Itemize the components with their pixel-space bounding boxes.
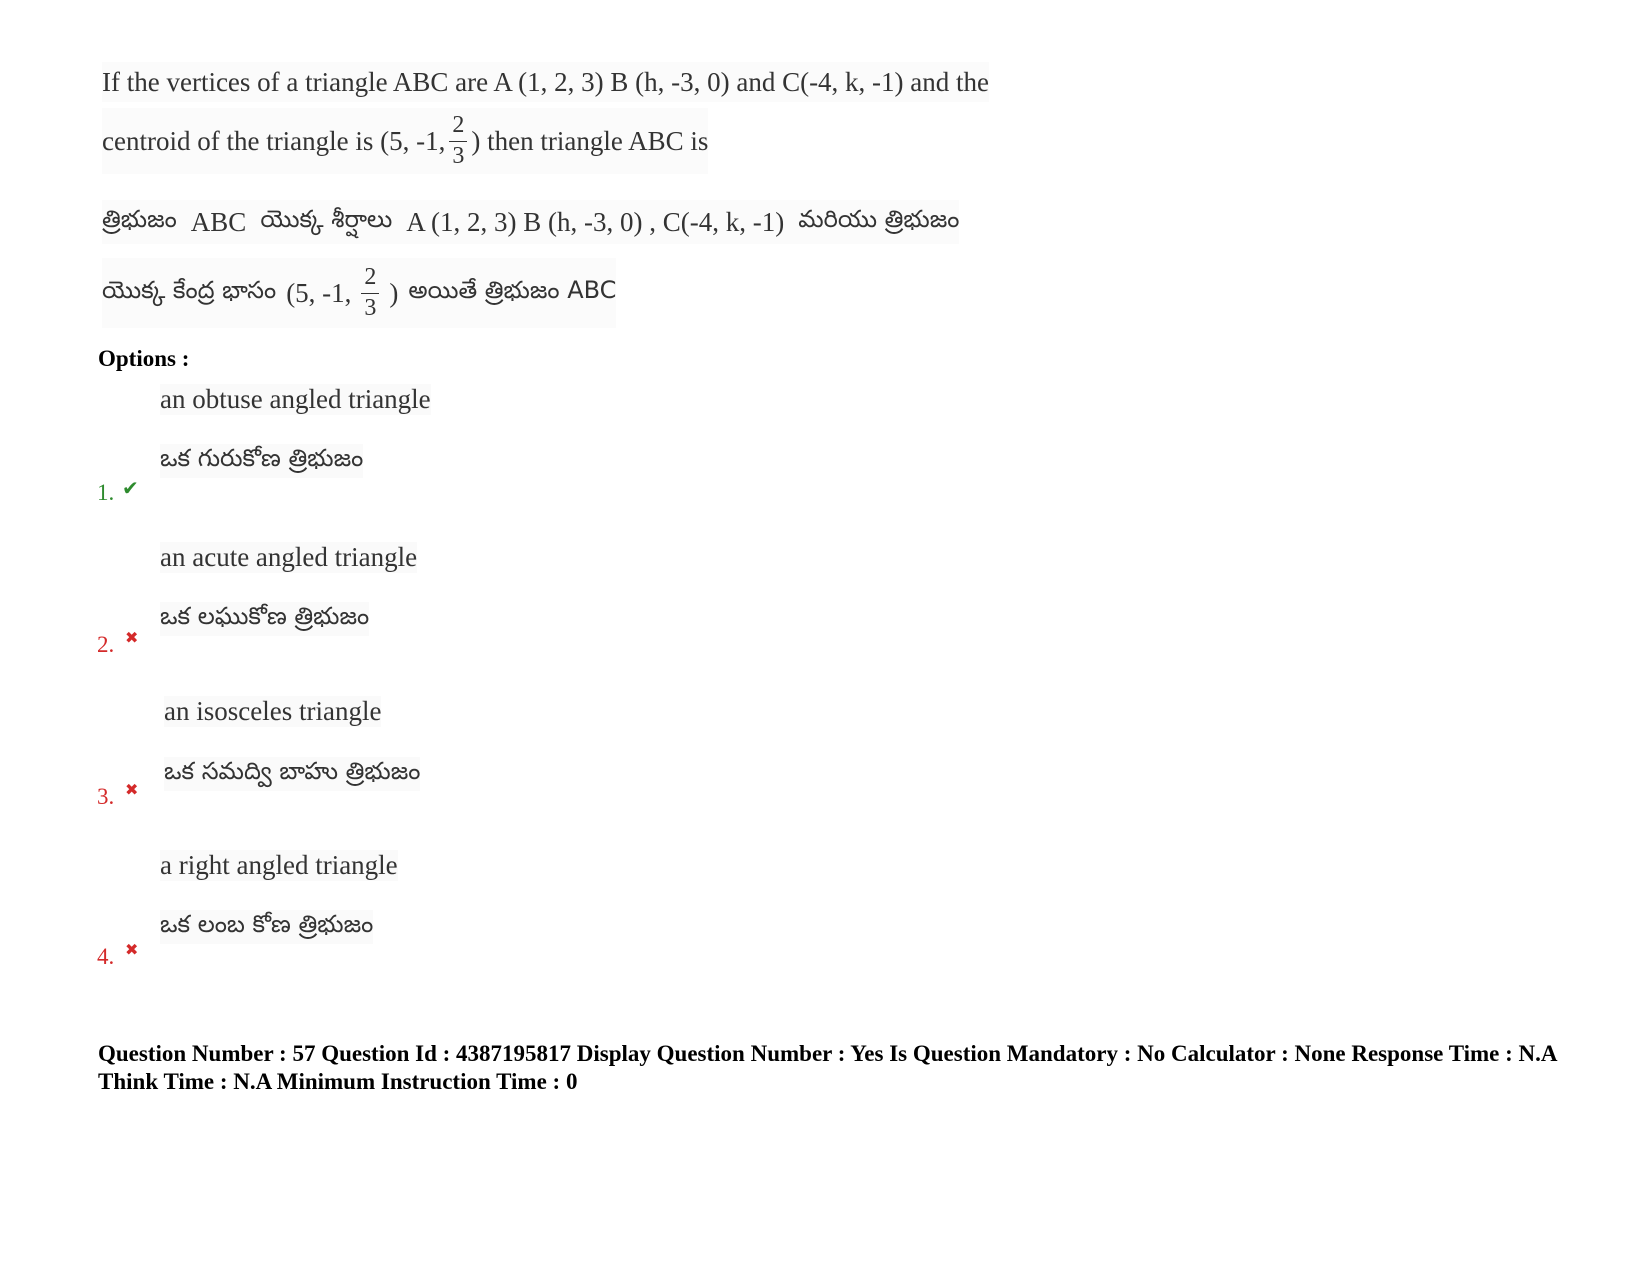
option-number: 3. <box>97 784 115 809</box>
question-text: ABC <box>190 206 247 237</box>
telugu-text: అయితే త్రిభుజం ABC <box>408 276 617 304</box>
options-heading: Options : <box>98 346 190 371</box>
option-number: 4. <box>97 944 115 969</box>
check-icon: ✔ <box>122 476 139 500</box>
fraction-denominator: 3 <box>364 294 377 321</box>
fraction-denominator: 3 <box>452 142 465 169</box>
option-text-te: ఒక గురుకోణ త్రిభుజం <box>160 444 363 478</box>
fraction <box>361 265 379 320</box>
question-te-line-2 <box>102 258 616 328</box>
fraction <box>449 113 467 168</box>
question-te-line-1 <box>102 200 959 244</box>
question-en-line-1 <box>102 62 989 102</box>
fraction-bar <box>361 293 379 294</box>
question-text: ) <box>389 277 399 308</box>
option-number: 1. <box>97 480 115 505</box>
option-text-en: a right angled triangle <box>160 850 398 880</box>
question-text: centroid of the triangle is (5, -1, <box>102 125 446 156</box>
option-text-te: ఒక సమద్వి బాహు త్రిభుజం <box>164 757 420 791</box>
option-text-en: an obtuse angled triangle <box>160 384 431 414</box>
option-text-te: ఒక లఘుకోణ త్రిభుజం <box>160 602 369 636</box>
question-en-line-2 <box>102 108 708 174</box>
telugu-text: యొక్క కేంద్ర భాసం <box>102 276 277 304</box>
telugu-text: మరియు త్రిభుజం <box>798 205 960 233</box>
question-text: If the vertices of a triangle ABC are A (1, 2, 3) B (h, -3, 0) and C(-4, k, -1) and the <box>102 66 990 97</box>
telugu-text: త్రిభుజం <box>102 205 177 233</box>
question-text: ) then triangle ABC is <box>471 125 709 156</box>
fraction-numerator: 2 <box>364 264 377 291</box>
fraction-bar <box>449 141 467 142</box>
option-number: 2. <box>97 632 115 657</box>
fraction-numerator: 2 <box>452 112 465 139</box>
option-text-te: ఒక లంబ కోణ త్రిభుజం <box>160 910 373 944</box>
question-text: A (1, 2, 3) B (h, -3, 0) , C(-4, k, -1) <box>406 206 785 237</box>
cross-icon: ✖ <box>125 628 139 647</box>
option-text-en: an isosceles triangle <box>164 696 382 726</box>
option-text-en: an acute angled triangle <box>160 542 418 572</box>
cross-icon: ✖ <box>125 780 139 799</box>
cross-icon: ✖ <box>125 940 139 959</box>
question-metadata: Question Number : 57 Question Id : 4387195817 Display Question Number : Yes Is Question Mandatory : No Calculator : None Response Time : N.A Think Time : N.A Minimum Instruction Time : 0 <box>98 1041 1557 1094</box>
telugu-text: యొక్క శీర్షాలు <box>260 205 393 233</box>
question-text: (5, -1, <box>286 277 352 308</box>
